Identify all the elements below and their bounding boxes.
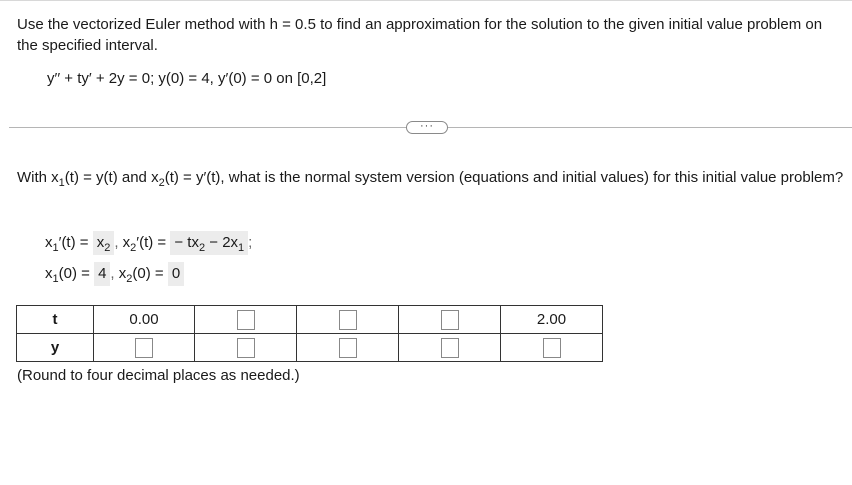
t-input-cell bbox=[399, 306, 501, 334]
y-input-cell bbox=[195, 334, 297, 362]
x1-prime-label: $x_1'(t)$ = bbox=[45, 234, 89, 254]
y-input-cell bbox=[94, 334, 195, 362]
y-input-box[interactable] bbox=[543, 338, 561, 358]
x2-initial-answer[interactable]: 0 bbox=[168, 262, 184, 286]
rounding-hint: (Round to four decimal places as needed.) bbox=[17, 367, 300, 384]
table-row-t bbox=[17, 306, 603, 334]
x2-prime-answer[interactable]: − $tx_2 - 2x_1$ bbox=[170, 231, 248, 255]
top-divider bbox=[0, 0, 852, 1]
y-input-cell bbox=[297, 334, 399, 362]
t-value-cell: 0.00 bbox=[94, 306, 195, 334]
t-value-cell: 2.00 bbox=[501, 306, 603, 334]
x1-initial-answer[interactable]: 4 bbox=[94, 262, 110, 286]
x2-prime-label: $x_2'(t)$ = bbox=[122, 234, 167, 254]
y-input-box[interactable] bbox=[441, 338, 459, 358]
y-input-cell bbox=[501, 334, 603, 362]
t-input-box[interactable] bbox=[237, 310, 255, 330]
y-input-box[interactable] bbox=[135, 338, 153, 358]
t-input-box[interactable] bbox=[339, 310, 357, 330]
euler-table bbox=[16, 305, 603, 362]
t-input-cell bbox=[195, 306, 297, 334]
row-label-y: y bbox=[17, 334, 94, 362]
expand-button[interactable]: ··· bbox=[406, 121, 448, 134]
question-prompt: Use the vectorized Euler method with h = 0.5 to find an approximation for the solution to the given initial value problem on the specified interval. bbox=[17, 16, 823, 54]
initial-values-line: $x_1(0) = 4$ , $x_2(0) = 0$ bbox=[45, 262, 184, 286]
subquestion-text: With $x_1(t) = y(t)$ and $x_2(t) = y'(t)$, what is the normal system version (equations and initial values) for this initial value problem? bbox=[17, 169, 844, 189]
x2-initial-label: $x_2(0)$ = bbox=[118, 265, 164, 285]
t-input-box[interactable] bbox=[441, 310, 459, 330]
y-input-cell bbox=[399, 334, 501, 362]
system-equations-line: $x_1'(t) = x_2$ , $x_2'(t)$ = − $tx_2 - 2x_1$ ; bbox=[45, 231, 252, 255]
table-row-y bbox=[17, 334, 603, 362]
differential-equation: y′′ + ty′ + 2y = 0; y(0) = 4, y′(0) = 0 on [0,2] bbox=[47, 70, 327, 87]
y-input-box[interactable] bbox=[339, 338, 357, 358]
y-input-box[interactable] bbox=[237, 338, 255, 358]
x1-initial-label: $x_1(0)$ = bbox=[45, 265, 90, 285]
x1-prime-answer[interactable]: $x_2$ bbox=[93, 231, 115, 255]
row-label-t: t bbox=[17, 306, 94, 334]
t-input-cell bbox=[297, 306, 399, 334]
